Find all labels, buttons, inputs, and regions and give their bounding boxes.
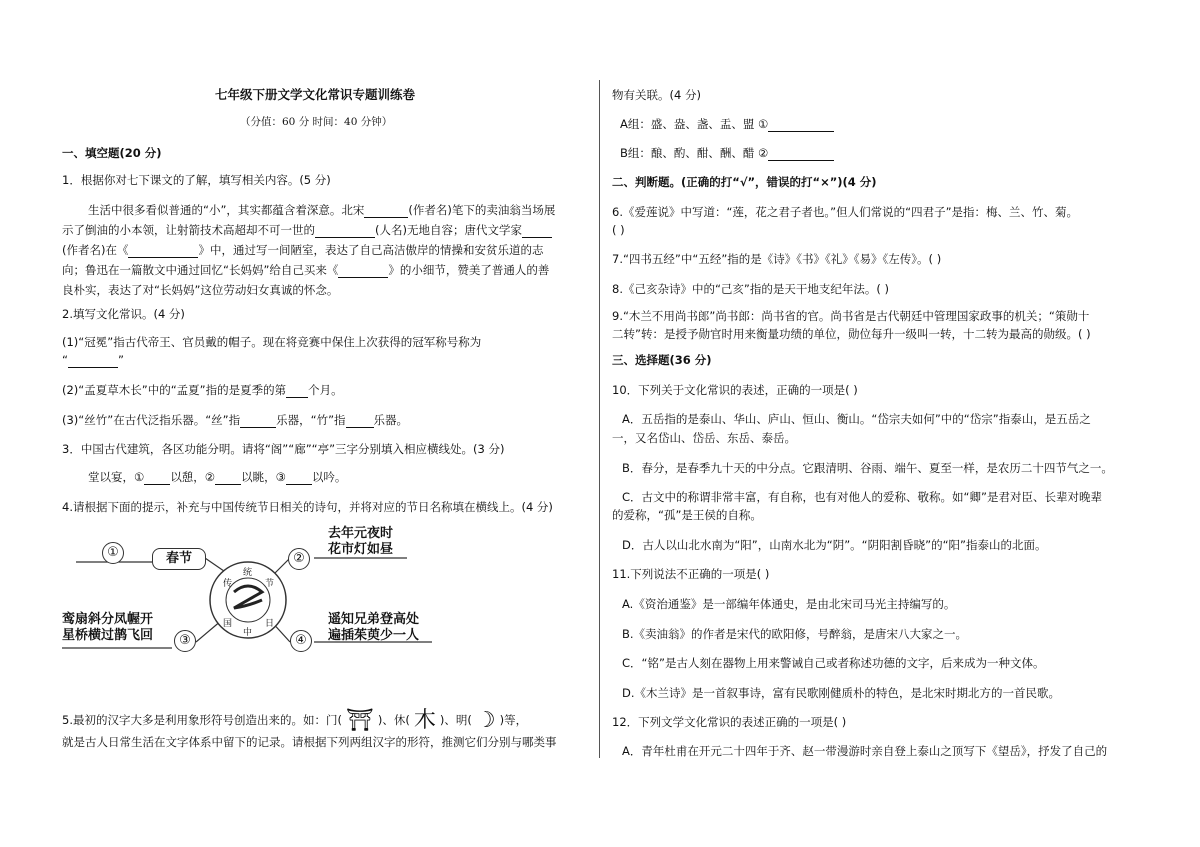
group-b: B组：酿、酌、酣、酬、醋 ② [620,145,834,161]
blank-group-a[interactable] [768,119,834,132]
blank-person[interactable] [315,225,375,238]
question-1: 1．根据你对七下课文的了解，填写相关内容。(5 分) [62,173,331,187]
ring-char: 统 [243,568,253,578]
q11-option-d: D.《木兰诗》是一首叙事诗，富有民歌刚健质朴的特色，是北宋时期北方的一首民歌。 [622,686,1061,700]
page-subtitle: （分值：60 分 时间：40 分钟） [240,116,393,128]
question-5: 5.最初的汉字大多是利用象形符号创造出来的。如：门( ⛩ )、休( ⽊ )、明( ☽ )等， [62,707,528,733]
q5-cont-right: 物有关联。(4 分) [612,88,701,102]
q11-option-c: C．“铭”是古人刻在器物上用来警诫自己或者称述功德的文字，后来成为一种文体。 [622,656,1045,670]
festival-diagram [62,520,442,670]
diagram-poem-3b: 星桥横过鹊飞回 [62,628,154,643]
q1-line-2: 示了倒油的小本领，让射箭技术高超却不可一世的 (人名)无地自容；唐代文学家 [62,222,552,238]
blank-author-2[interactable] [522,225,552,238]
bright-pictograph-icon: ☽ [475,707,496,733]
group-a: A组：盛、盎、盏、盂、盟 ① [620,116,834,132]
q2-item-1: (1)“冠冕”指古代帝王、官员戴的帽子。现在将竞赛中保住上次获得的冠军称号称为 [62,335,482,349]
q2-item-2: (2)“孟夏草木长”中的“孟夏”指的是夏季的第 个月。 [62,383,343,397]
question-8: 8.《己亥杂诗》中的“己亥”指的是天干地支纪年法。( ) [612,282,890,296]
ring-char: 国 [223,619,233,629]
q11-option-a: A.《资治通鉴》是一部编年体通史，是由北宋司马光主持编写的。 [622,597,956,611]
question-12: 12．下列文学文化常识的表述正确的一项是( ) [612,715,847,729]
column-divider [599,80,600,758]
question-9-cont: 二转”转：是授予勋官时用来衡量功绩的单位，勋位每升一级叫一转，十二转为最高的勋级。( ) [612,327,1091,341]
q1-line-4: 向；鲁迅在一篇散文中通过回忆“长妈妈”给自己买来《 》的小细节，赞美了普通人的善 [62,263,550,277]
blank-q2-2[interactable] [286,385,308,398]
ring-char: 中 [243,628,253,638]
q3-answer-line: 堂以宴，① 以憩，② 以眺，③ 以吟。 [88,470,347,484]
blank-q2-1[interactable] [68,355,118,368]
section-true-false: 二、判断题。(正确的打“√”，错误的打“×”)(4 分) [612,175,877,189]
q12-option-a: A．青年杜甫在开元二十四年于齐、赵一带漫游时亲自登上泰山之顶写下《望岳》，抒发了自己的 [622,744,1108,758]
section-fill-blank: 一、填空题(20 分) [62,146,162,160]
q10-option-b: B．春分，是春季九十天的中分点。它跟清明、谷雨、端午、夏至一样，是农历二十四节气之一。 [622,461,1113,475]
q11-option-b: B.《卖油翁》的作者是宋代的欧阳修，号醉翁，是唐宋八大家之一。 [622,627,968,641]
ring-char: 传 [223,579,233,589]
ring-char: 日 [265,619,275,629]
diagram-marker-1: ① [102,542,124,564]
ring-char: 节 [265,579,275,589]
blank-q2-3b[interactable] [346,415,374,428]
section-choice: 三、选择题(36 分) [612,353,712,367]
blank-author-1[interactable] [364,205,408,218]
rest-pictograph-icon: ⽊ [413,707,436,733]
q10-option-a-cont: 一，又名岱山、岱岳、东岳、泰岳。 [612,431,796,445]
question-11: 11.下列说法不正确的一项是( ) [612,567,770,581]
q1-line-1: 生活中很多看似普通的“小”，其实都蕴含着深意。北宋 (作者名)笔下的卖油翁当场展 [88,203,556,217]
q10-option-c-cont: 的爱称，“孤”是王侯的自称。 [612,508,762,522]
q10-option-c: C．古文中的称谓非常丰富，有自称，也有对他人的爱称、敬称。如“卿”是君对臣、长辈对晚辈 [622,490,1102,504]
diagram-marker-3: ③ [174,630,196,652]
question-9: 9.“木兰不用尚书郎”尚书郎：尚书省的官。尚书省是古代朝廷中管理国家政事的机关；“策勋十 [612,309,1090,323]
q2-item-3: (3)“丝竹”在古代泛指乐器。“丝”指 乐器，“竹”指 乐器。 [62,413,409,427]
question-6: 6.《爱莲说》中写道：“莲，花之君子者也。”但人们常说的“四君子”是指：梅、兰、竹、菊。 [612,205,1079,219]
question-4: 4.请根据下面的提示，补充与中国传统节日相关的诗句，并将对应的节日名称填在横线上。(4 分) [62,500,553,514]
question-6-bracket[interactable]: ( ) [612,223,625,237]
q10-option-d: D．古人以山北水南为“阳”，山南水北为“阴”。“阴阳割昏晓”的“阳”指泰山的北面。 [622,538,1047,552]
question-10: 10．下列关于文化常识的表述，正确的一项是( ) [612,383,858,397]
q2-item-1-answer: “ ” [62,353,124,367]
diagram-poem-3a: 鸾扇斜分凤幄开 [62,612,154,627]
blank-group-b[interactable] [768,148,834,161]
blank-q3-1[interactable] [144,472,170,485]
diagram-marker-4: ④ [290,630,312,652]
diagram-poem-2b: 花市灯如昼 [328,542,394,557]
q1-line-3: (作者名)在《 》中，通过写一间陋室，表达了自己高洁傲岸的情操和安贫乐道的志 [62,243,544,257]
blank-q2-3a[interactable] [240,415,276,428]
question-7: 7.“四书五经”中“五经”指的是《诗》《书》《礼》《易》《左传》。( ) [612,252,942,266]
diagram-poem-4b: 遍插茱萸少一人 [328,628,420,643]
blank-book[interactable] [338,265,388,278]
diagram-poem-2a: 去年元夜时 [328,526,394,541]
blank-q3-2[interactable] [215,472,241,485]
page-title: 七年级下册文学文化常识专题训练卷 [215,87,416,102]
door-pictograph-icon: ⛩ [345,707,374,733]
blank-work[interactable] [128,245,198,258]
diagram-marker-2: ② [288,548,310,570]
question-3: 3．中国古代建筑，各区功能分明。请将“阁”“廊”“亭”三字分别填入相应横线处。(3 分) [62,442,505,456]
q10-option-a: A．五岳指的是泰山、华山、庐山、恒山、衡山。“岱宗夫如何”中的“岱宗”指泰山，是五岳之 [622,412,1091,426]
q1-line-5: 良朴实，表达了对“长妈妈”这位劳动妇女真诚的怀念。 [62,283,339,297]
diagram-spring-festival-box: 春节 [152,548,206,570]
question-5-cont: 就是古人日常生活在文字体系中留下的记录。请根据下列两组汉字的形符，推测它们分别与哪类事 [62,735,557,749]
blank-q3-3[interactable] [286,472,312,485]
diagram-poem-4a: 遥知兄弟登高处 [328,612,420,627]
question-2: 2.填写文化常识。(4 分) [62,307,185,321]
